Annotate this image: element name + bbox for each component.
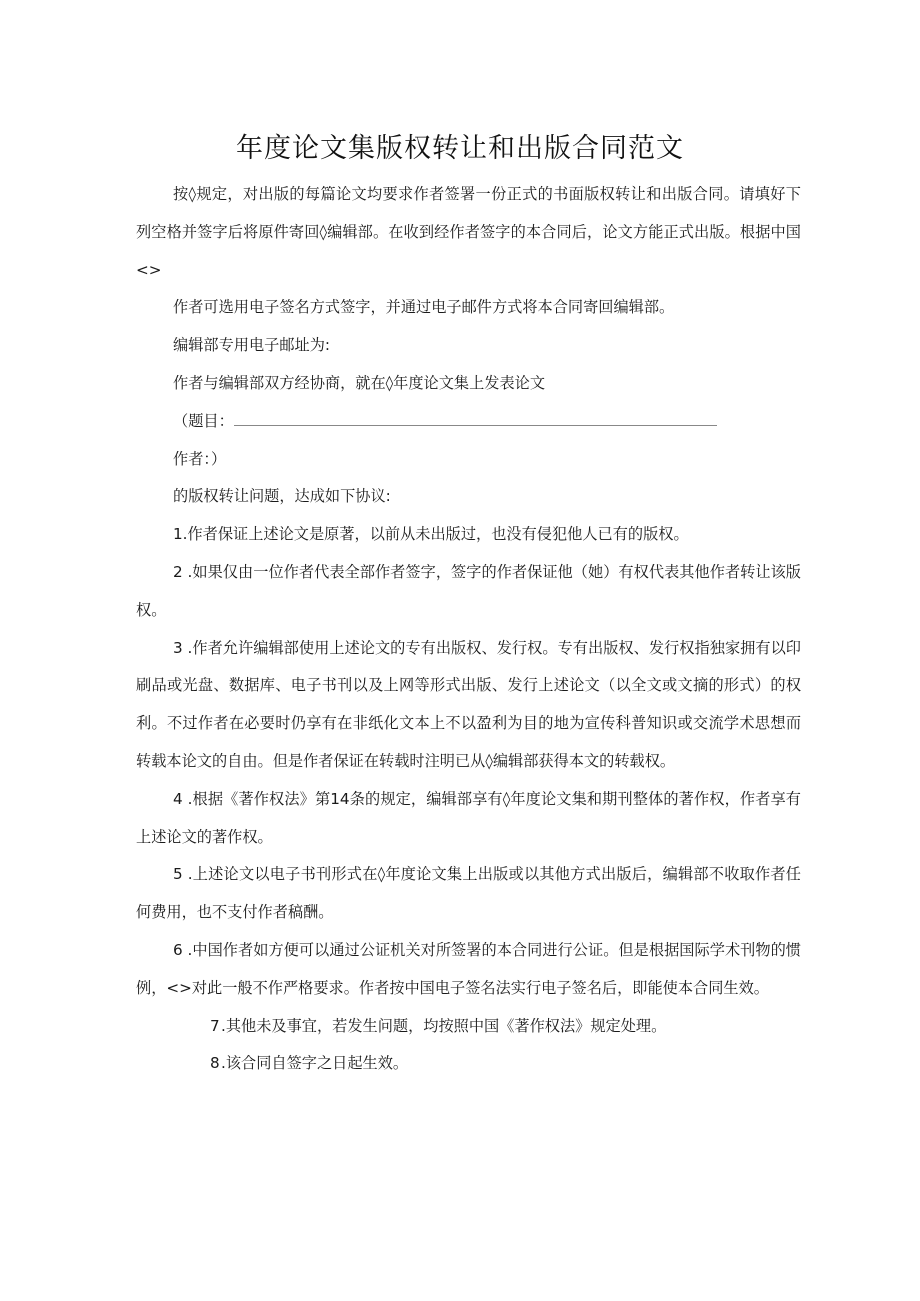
clause-7-text: .其他未及事宜，若发生问题，均按照中国《著作权法》规定处理。 (221, 1016, 667, 1035)
clause-8-text: .该合同自签字之日起生效。 (221, 1054, 409, 1073)
document-title: 年度论文集版权转让和出版合同范文 (236, 133, 684, 164)
intro-paragraph: 按◊规定，对出版的每篇论文均要求作者签署一份正式的书面版权转让和出版合同。请填好下列空格并签字后将原件寄回◊编辑部。在收到经作者签字的本合同后，论文方能正式出版。根据中国<> (136, 185, 801, 279)
electronic-sign-paragraph: 作者可选用电子签名方式签字，并通过电子邮件方式将本合同寄回编辑部。 (173, 298, 675, 317)
email-label: 编辑部专用电子邮址为: (173, 336, 330, 355)
clause-6: 6 .中国作者如方便可以通过公证机关对所签署的本合同进行公证。但是根据国际学术刊物的惯例，<>对此一般不作严格要求。作者按中国电子签名法实行电子签名后，即能使本合同生效。 (136, 940, 801, 997)
clause-7-number: 7 (210, 1016, 220, 1035)
document-body (136, 176, 801, 1083)
paper-title-label: （题目： (173, 411, 234, 430)
clause-1: 1.作者保证上述论文是原著，以前从未出版过，也没有侵犯他人已有的版权。 (173, 525, 689, 544)
paper-title-field (136, 403, 801, 441)
agreement-reached: 的版权转让问题，达成如下协议: (173, 487, 391, 506)
paper-title-blank[interactable] (234, 407, 717, 426)
clause-5: 5 .上述论文以电子书刊形式在◊年度论文集上出版或以其他方式出版后，编辑部不收取作者任何费用，也不支付作者稿酬。 (136, 865, 801, 922)
author-field: 作者：） (173, 449, 227, 468)
clause-2: 2 .如果仅由一位作者代表全部作者签字，签字的作者保证他（她）有权代表其他作者转让该版权。 (136, 562, 801, 619)
clause-8 (136, 1045, 801, 1083)
clause-3: 3 .作者允许编辑部使用上述论文的专有出版权、发行权。专有出版权、发行权指独家拥有以印刷品或光盘、数据库、电子书刊以及上网等形式出版、发行上述论文（以全文或文摘的形式）的权利。不过作者在必要时仍享有在非纸化文本上不以盈利为目的地为宣传科普知识或交流学术思想而转载本论文的自由。但是作者保证在转载时注明已从◊编辑部获得本文的转载权。 (136, 638, 801, 770)
clause-4: 4 .根据《著作权法》第14条的规定，编辑部享有◊年度论文集和期刊整体的著作权，作者享有上述论文的著作权。 (136, 789, 801, 846)
clause-8-number: 8 (210, 1054, 220, 1073)
clause-7 (136, 1008, 801, 1046)
agreement-intro: 作者与编辑部双方经协商，就在◊年度论文集上发表论文 (173, 373, 546, 392)
